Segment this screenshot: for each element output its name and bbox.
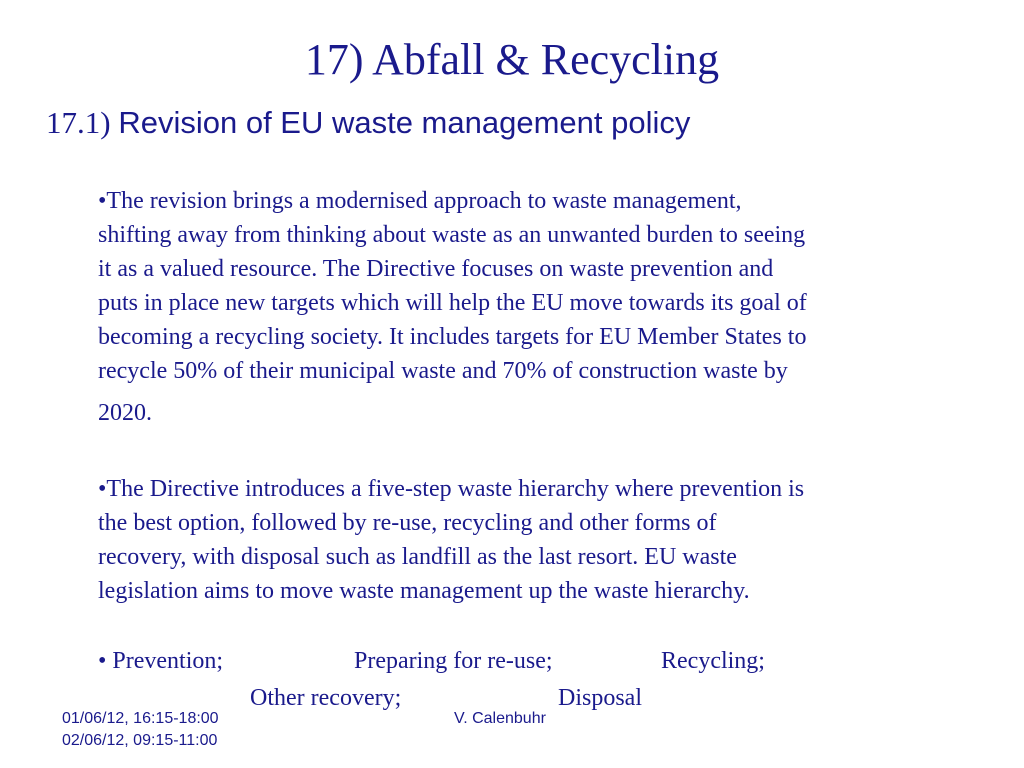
paragraph-line: •The Directive introduces a five-step waste hierarchy where prevention is [98,476,805,502]
subtitle-text: Revision of EU waste management policy [118,105,691,140]
footer-date-line: 01/06/12, 16:15-18:00 [62,710,219,727]
slide-title: 17) Abfall & Recycling [304,35,720,84]
subtitle-number: 17.1) [46,105,111,140]
footer-dates [62,708,219,752]
paragraph-line: legislation aims to move waste management up the waste hierarchy. [98,578,750,604]
slide-subtitle [46,103,690,143]
footer-date-line: 02/06/12, 09:15-11:00 [62,732,218,749]
paragraph-line: it as a valued resource. The Directive focuses on waste prevention and [98,256,774,282]
paragraph-revision [98,184,968,430]
paragraph-line: recovery, with disposal such as landfill as the last resort. EU waste [98,544,737,570]
hierarchy-item-other-recovery: Other recovery; [250,685,402,711]
footer-author: V. Calenbuhr [454,710,546,727]
paragraph-line: puts in place new targets which will help the EU move towards its goal of [98,290,807,316]
hierarchy-item-disposal: Disposal [558,685,642,711]
paragraph-line: becoming a recycling society. It includes targets for EU Member States to [98,324,807,350]
paragraph-line: recycle 50% of their municipal waste and 70% of construction waste by [98,358,788,384]
paragraph-hierarchy [98,472,968,608]
paragraph-line: shifting away from thinking about waste as an unwanted burden to seeing [98,222,806,248]
hierarchy-item-reuse: Preparing for re-use; [354,648,553,674]
hierarchy-item-recycling: Recycling; [661,648,765,674]
paragraph-line: •The revision brings a modernised approach to waste management, [98,188,742,214]
paragraph-line: 2020. [98,400,152,426]
hierarchy-item-prevention: • Prevention; [98,648,224,674]
paragraph-line: the best option, followed by re-use, recycling and other forms of [98,510,717,536]
